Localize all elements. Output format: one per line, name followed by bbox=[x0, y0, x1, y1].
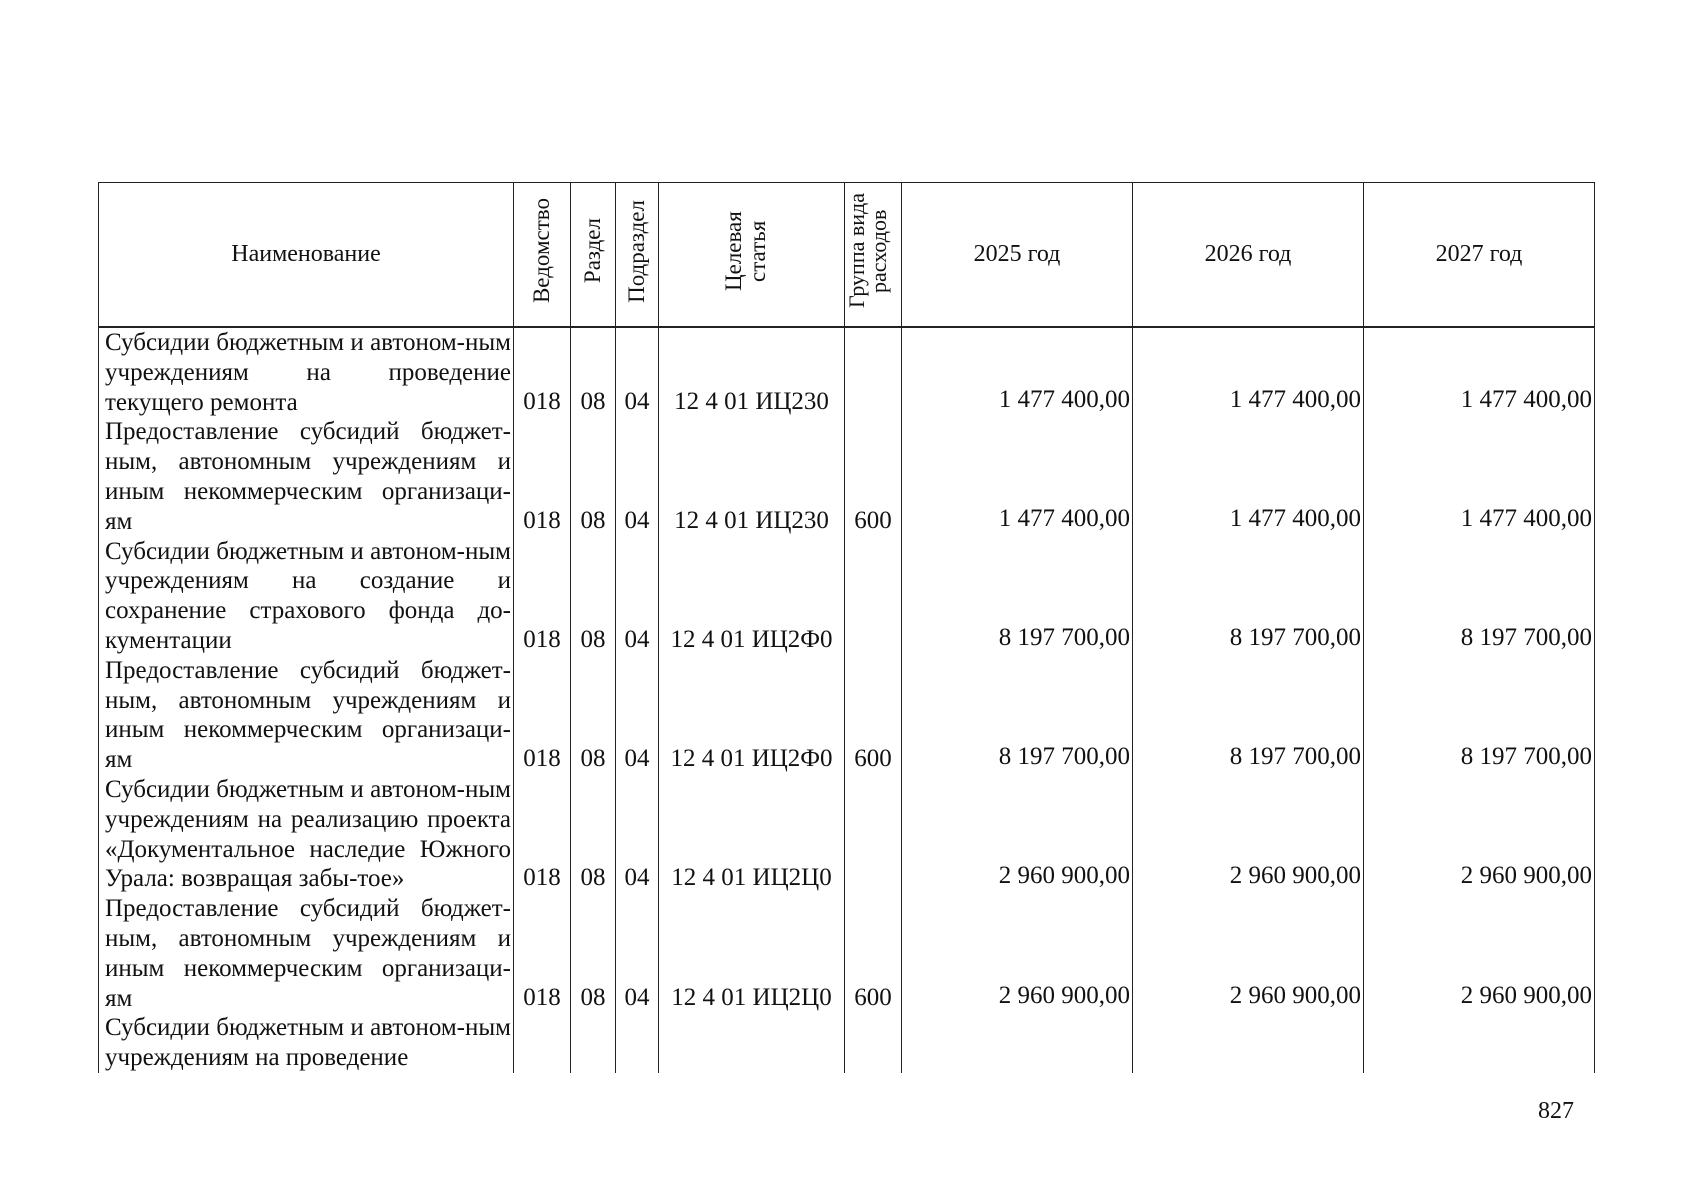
row-subsection: 04 bbox=[616, 894, 659, 1013]
row-amount-2027: 2 960 900,00 bbox=[1364, 775, 1595, 894]
table-row bbox=[99, 537, 1595, 656]
row-department: 018 bbox=[514, 417, 571, 536]
row-amount-2025: 8 197 700,00 bbox=[902, 537, 1133, 656]
row-target-article: 12 4 01 ИЦ230 bbox=[659, 417, 845, 536]
budget-table bbox=[98, 182, 1595, 1073]
header-department: Ведомство bbox=[514, 183, 571, 328]
row-amount-2027 bbox=[1364, 1013, 1595, 1073]
row-amount-2026: 8 197 700,00 bbox=[1133, 656, 1364, 775]
row-section: 08 bbox=[571, 537, 616, 656]
row-amount-2025: 2 960 900,00 bbox=[902, 775, 1133, 894]
row-expense-group bbox=[845, 327, 902, 417]
row-amount-2026: 1 477 400,00 bbox=[1133, 327, 1364, 417]
row-name: Субсидии бюджетным и автоном-ным учреждениям на реализацию проекта «Документальное наследие Южного Урала: возвращая забы-тое» bbox=[99, 775, 514, 894]
row-name: Субсидии бюджетным и автоном-ным учреждениям на создание и сохранение страхового фонда до-кументации bbox=[99, 537, 514, 656]
row-subsection: 04 bbox=[616, 417, 659, 536]
row-section: 08 bbox=[571, 775, 616, 894]
row-amount-2025: 8 197 700,00 bbox=[902, 656, 1133, 775]
row-amount-2026: 2 960 900,00 bbox=[1133, 775, 1364, 894]
header-expense-group: Группа вида расходов bbox=[845, 183, 902, 328]
row-amount-2026 bbox=[1133, 1013, 1364, 1073]
row-amount-2025: 2 960 900,00 bbox=[902, 894, 1133, 1013]
row-section bbox=[571, 1013, 616, 1073]
row-amount-2025: 1 477 400,00 bbox=[902, 327, 1133, 417]
row-target-article: 12 4 01 ИЦ2Ф0 bbox=[659, 656, 845, 775]
row-expense-group bbox=[845, 775, 902, 894]
table-header-row bbox=[99, 183, 1595, 328]
row-subsection: 04 bbox=[616, 656, 659, 775]
row-amount-2026: 1 477 400,00 bbox=[1133, 417, 1364, 536]
row-subsection: 04 bbox=[616, 537, 659, 656]
table-row bbox=[99, 327, 1595, 417]
row-department: 018 bbox=[514, 327, 571, 417]
table-row bbox=[99, 656, 1595, 775]
row-target-article: 12 4 01 ИЦ2Ф0 bbox=[659, 537, 845, 656]
row-name: Субсидии бюджетным и автоном-ным учреждениям на проведение bbox=[99, 1013, 514, 1073]
header-target-article: Целевая статья bbox=[659, 183, 845, 328]
row-amount-2027: 2 960 900,00 bbox=[1364, 894, 1595, 1013]
row-expense-group: 600 bbox=[845, 894, 902, 1013]
row-subsection bbox=[616, 1013, 659, 1073]
row-expense-group: 600 bbox=[845, 656, 902, 775]
row-amount-2027: 1 477 400,00 bbox=[1364, 327, 1595, 417]
header-section: Раздел bbox=[571, 183, 616, 328]
table-row bbox=[99, 417, 1595, 536]
table-row bbox=[99, 1013, 1595, 1073]
header-subsection: Подраздел bbox=[616, 183, 659, 328]
row-amount-2027: 1 477 400,00 bbox=[1364, 417, 1595, 536]
row-amount-2027: 8 197 700,00 bbox=[1364, 656, 1595, 775]
row-name: Субсидии бюджетным и автоном-ным учреждениям на проведение текущего ремонта bbox=[99, 327, 514, 417]
header-year-2026: 2026 год bbox=[1133, 183, 1364, 328]
row-subsection: 04 bbox=[616, 327, 659, 417]
row-department: 018 bbox=[514, 537, 571, 656]
row-name: Предоставление субсидий бюджет-ным, автономным учреждениям и иным некоммерческим организаци-ям bbox=[99, 417, 514, 536]
row-target-article: 12 4 01 ИЦ2Ц0 bbox=[659, 775, 845, 894]
header-year-2025: 2025 год bbox=[902, 183, 1133, 328]
row-department: 018 bbox=[514, 894, 571, 1013]
row-section: 08 bbox=[571, 417, 616, 536]
row-amount-2025 bbox=[902, 1013, 1133, 1073]
table-row bbox=[99, 775, 1595, 894]
table-row bbox=[99, 894, 1595, 1013]
header-name: Наименование bbox=[99, 183, 514, 328]
row-expense-group bbox=[845, 1013, 902, 1073]
row-amount-2025: 1 477 400,00 bbox=[902, 417, 1133, 536]
row-target-article: 12 4 01 ИЦ2Ц0 bbox=[659, 894, 845, 1013]
row-target-article: 12 4 01 ИЦ230 bbox=[659, 327, 845, 417]
row-expense-group bbox=[845, 537, 902, 656]
row-target-article bbox=[659, 1013, 845, 1073]
budget-table-page bbox=[98, 182, 1594, 1094]
row-department: 018 bbox=[514, 775, 571, 894]
header-year-2027: 2027 год bbox=[1364, 183, 1595, 328]
row-section: 08 bbox=[571, 327, 616, 417]
row-expense-group: 600 bbox=[845, 417, 902, 536]
row-department bbox=[514, 1013, 571, 1073]
row-section: 08 bbox=[571, 656, 616, 775]
row-subsection: 04 bbox=[616, 775, 659, 894]
row-amount-2027: 8 197 700,00 bbox=[1364, 537, 1595, 656]
page-number: 827 bbox=[1538, 1098, 1574, 1124]
row-amount-2026: 8 197 700,00 bbox=[1133, 537, 1364, 656]
row-name: Предоставление субсидий бюджет-ным, автономным учреждениям и иным некоммерческим организаци-ям bbox=[99, 656, 514, 775]
row-name: Предоставление субсидий бюджет-ным, автономным учреждениям и иным некоммерческим организаци-ям bbox=[99, 894, 514, 1013]
row-amount-2026: 2 960 900,00 bbox=[1133, 894, 1364, 1013]
row-section: 08 bbox=[571, 894, 616, 1013]
row-department: 018 bbox=[514, 656, 571, 775]
